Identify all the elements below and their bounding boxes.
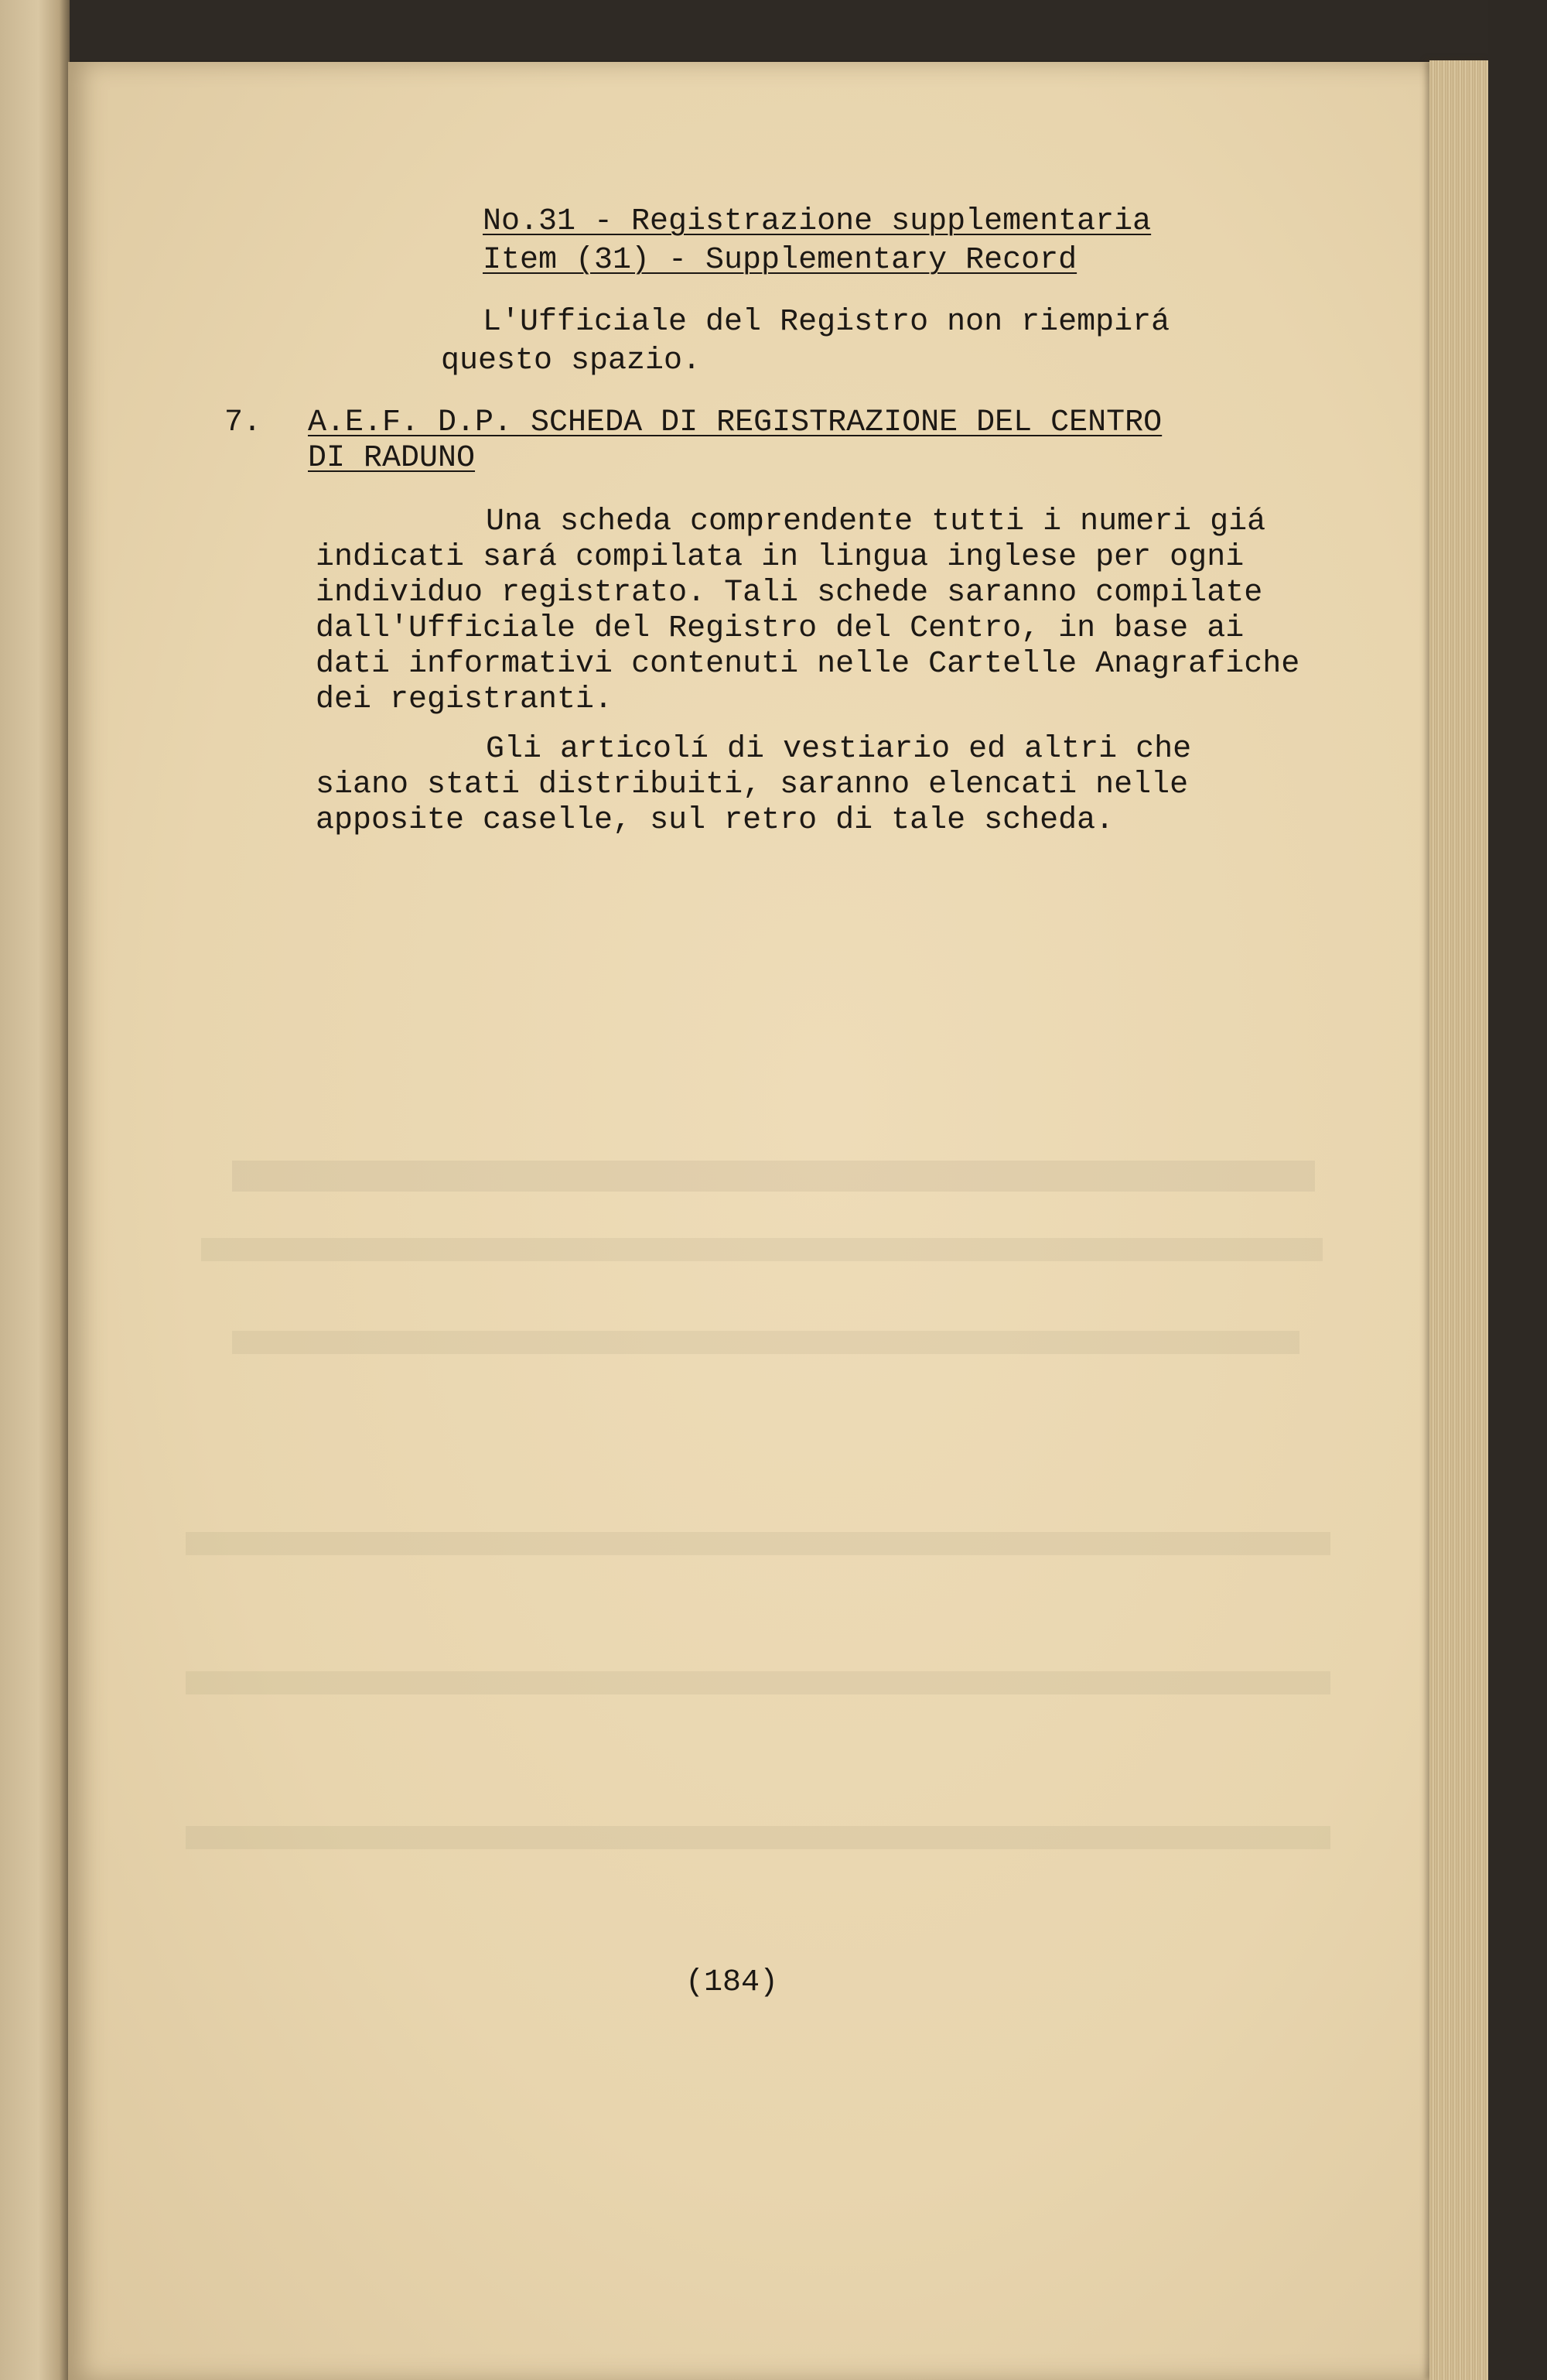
paragraph-line: apposite caselle, sul retro di tale scheda. [316, 803, 1115, 838]
heading-english: Item (31) - Supplementary Record [483, 243, 1077, 278]
background-right [1488, 0, 1547, 2380]
page-edge-stack [1429, 60, 1488, 2380]
paragraph-line: Una scheda comprendente tutti i numeri giá [486, 504, 1266, 539]
section-title-line-2: DI RADUNO [308, 441, 476, 476]
registry-note-line-2: questo spazio. [441, 344, 702, 378]
page-number: (184) [685, 1965, 779, 2000]
paragraph-line: individuo registrato. Tali schede saranno compilate [316, 576, 1263, 610]
heading-italian: No.31 - Registrazione supplementaria [483, 204, 1152, 239]
section-number: 7. [224, 405, 262, 440]
paragraph-line: siano stati distribuiti, saranno elencati nelle [316, 768, 1189, 802]
paragraph-line: Gli articolí di vestiario ed altri che [486, 732, 1192, 767]
section-title-line-1: A.E.F. D.P. SCHEDA DI REGISTRAZIONE DEL CENTRO [308, 405, 1163, 440]
registry-note-line-1: L'Ufficiale del Registro non riempirá [483, 305, 1170, 340]
background-top [0, 0, 1547, 60]
paragraph-line: indicati sará compilata in lingua inglese per ogni [316, 540, 1245, 575]
left-facing-page-edge [0, 0, 70, 2380]
paragraph-line: dei registranti. [316, 682, 613, 717]
paragraph-line: dall'Ufficiale del Registro del Centro, in base ai [316, 611, 1245, 646]
paragraph-line: dati informativi contenuti nelle Cartelle Anagrafiche [316, 647, 1300, 682]
